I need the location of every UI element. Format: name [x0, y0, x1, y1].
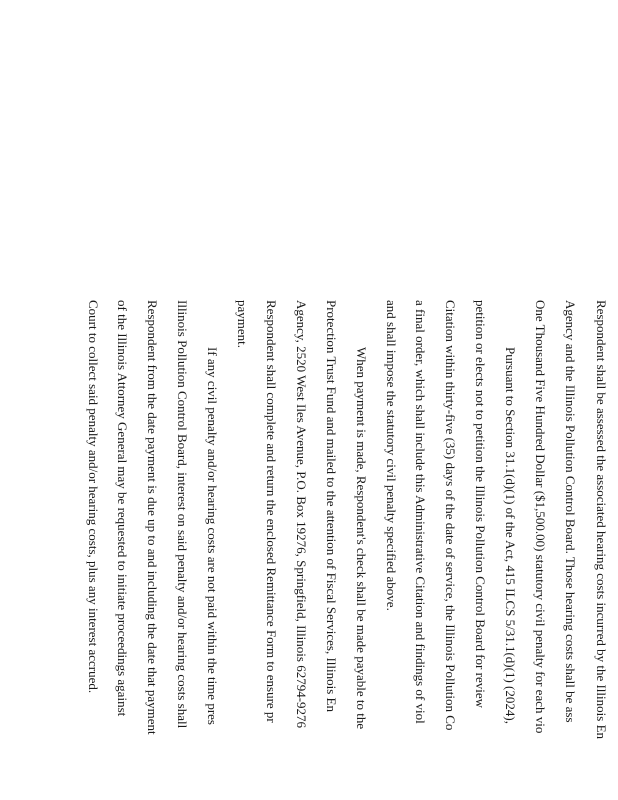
paragraph-1-line-2: Agency and the Illinois Pollution Control Board. Those hearing costs shall be ass — [563, 300, 578, 723]
paragraph-1-line-1: Respondent shall be assessed the associated hearing costs incurred by the Illinois En — [594, 300, 609, 740]
paragraph-4-line-4: of the Illinois Attorney General may be requested to initiate proceedings against — [115, 300, 130, 717]
paragraph-2-line-4: a final order, which shall include this Administrative Citation and findings of viol — [413, 300, 428, 724]
paragraph-3-line-5: payment. — [235, 300, 250, 349]
paragraph-2-line-5: and shall impose the statutory civil penalty specified above. — [384, 300, 399, 611]
paragraph-3-line-3: Agency, 2520 West Iles Avenue, P.O. Box 19276, Springfield, Illinois 62794-9276 — [294, 300, 309, 729]
paragraph-3-line-2: Protection Trust Fund and mailed to the attention of Fiscal Services, Illinois En — [324, 300, 339, 712]
paragraph-4-line-1: If any civil penalty and/or hearing costs are not paid within the time pres — [205, 347, 220, 725]
paragraph-2-line-1: Pursuant to Section 31.1(d)(1) of the Act, 415 ILCS 5/31.1(d)(1) (2024), — [503, 347, 518, 724]
paragraph-1-line-3: One Thousand Five Hundred Dollar ($1,500.00) statutory civil penalty for each vio — [533, 300, 548, 734]
paragraph-2-line-2: petition or elects not to petition the Illinois Pollution Control Board for review — [473, 300, 488, 708]
paragraph-4-line-5: Court to collect said penalty and/or hearing costs, plus any interest accrued. — [86, 300, 101, 694]
paragraph-3-line-4: Respondent shall complete and return the enclosed Remittance Form to ensure pr — [264, 300, 279, 723]
paragraph-2-line-3: Citation within thirty-five (35) days of the date of service, the Illinois Pollution Co — [443, 300, 458, 731]
paragraph-3-line-1: When payment is made, Respondent's check shall be made payable to the — [354, 347, 369, 730]
paragraph-4-line-3: Respondent from the date payment is due up to and including the date that payment — [145, 300, 160, 735]
paragraph-4-line-2: Illinois Pollution Control Board, interest on said penalty and/or hearing costs shall — [175, 300, 190, 729]
